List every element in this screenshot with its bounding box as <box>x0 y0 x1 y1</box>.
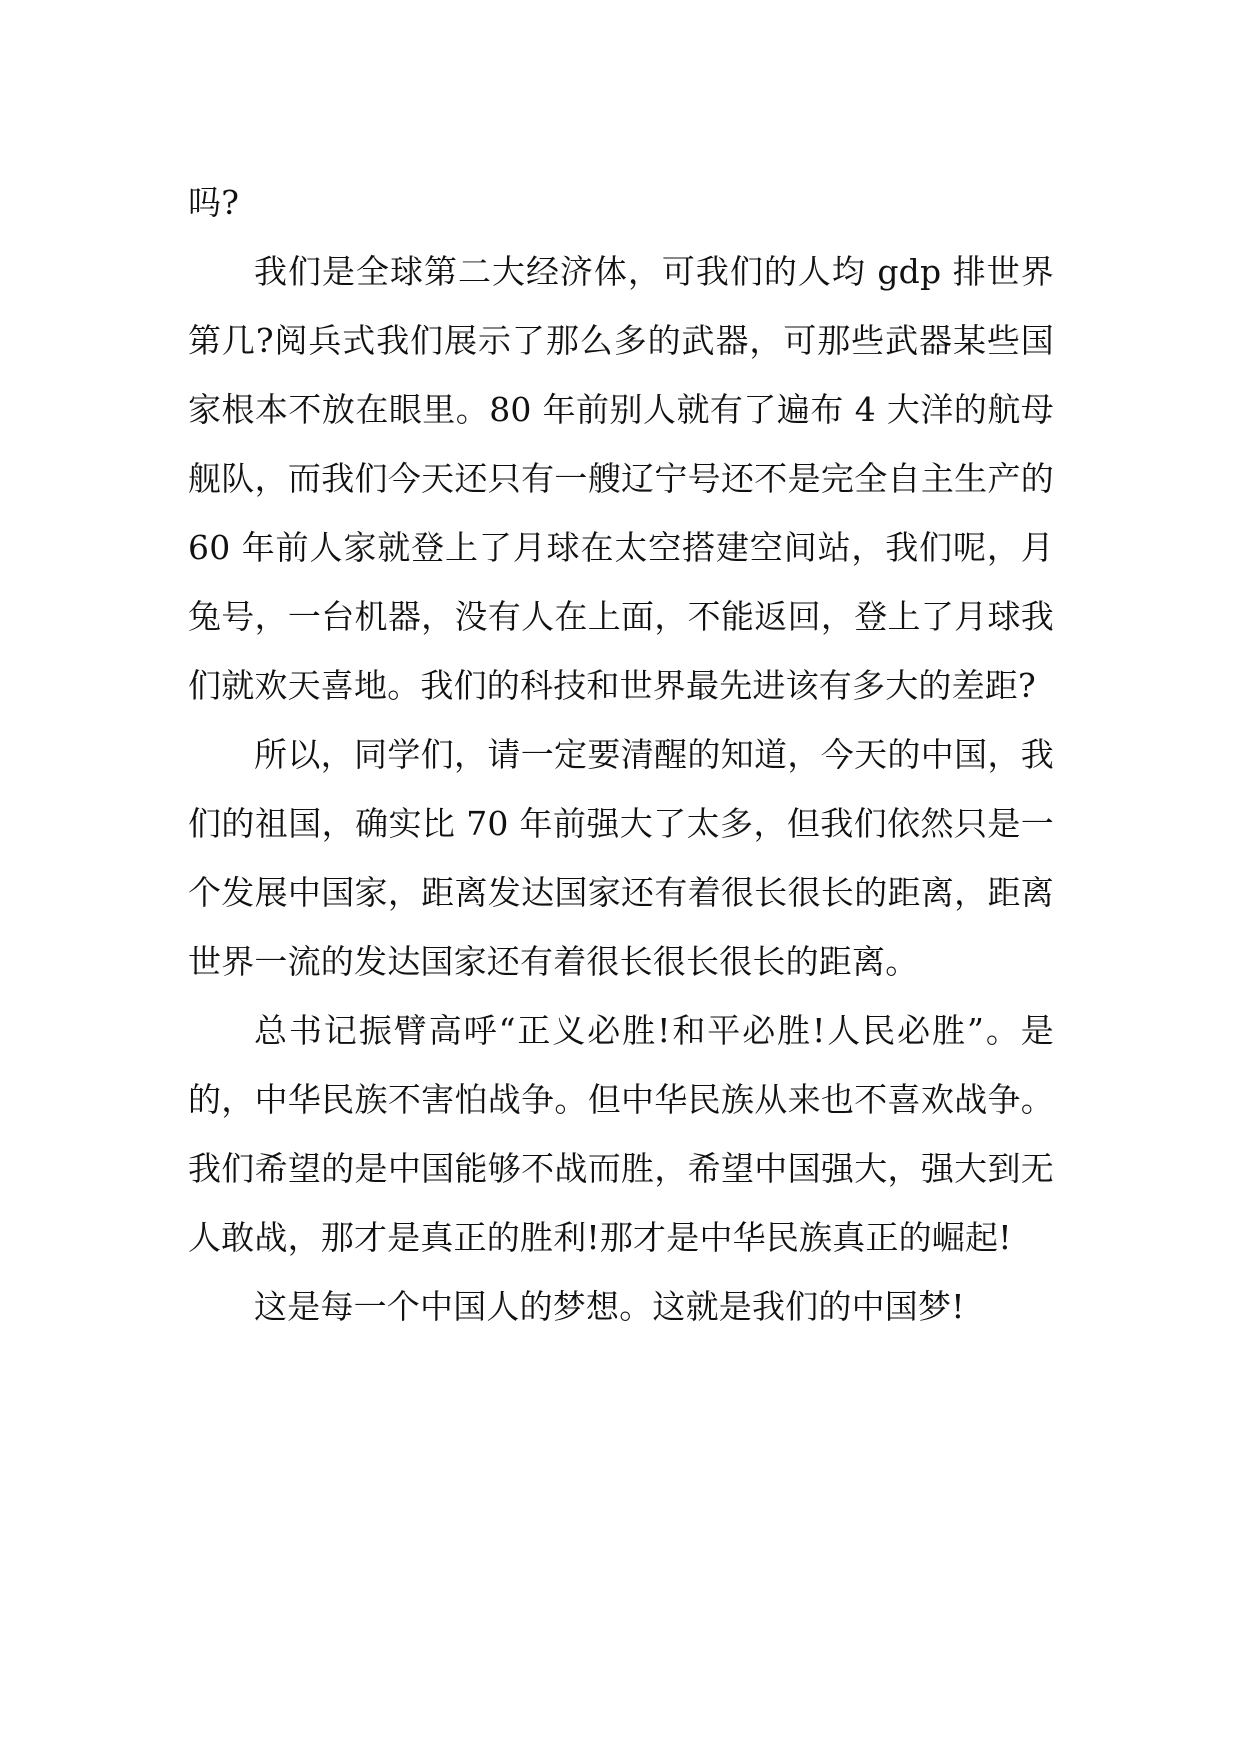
paragraph-2: 我们是全球第二大经济体，可我们的人均 gdp 排世界第几?阅兵式我们展示了那么多的武器，可那些武器某些国家根本不放在眼里。80 年前别人就有了遍布 4 大洋的航母舰队，而我们今天还只有一艘辽宁号还不是完全自主生产的 60 年前人家就登上了月球在太空搭建空间站，我们呢，月兔号，一台机器，没有人在上面，不能返回，登上了月球我们就欢天喜地。我们的科技和世界最先进该有多大的差距? <box>188 252 1054 705</box>
paragraph-4: 总书记振臂高呼“正义必胜!和平必胜!人民必胜”。是的，中华民族不害怕战争。但中华民族从来也不喜欢战争。我们希望的是中国能够不战而胜，希望中国强大，强大到无人敢战，那才是真正的胜利!那才是中华民族真正的崛起! <box>188 1011 1054 1257</box>
paragraph-5: 这是每一个中国人的梦想。这就是我们的中国梦! <box>254 1287 965 1326</box>
paragraph-3: 所以，同学们，请一定要清醒的知道，今天的中国，我们的祖国，确实比 70 年前强大了太多，但我们依然只是一个发展中国家，距离发达国家还有着很长很长的距离，距离世界一流的发达国家还有着很长很长很长的距离。 <box>188 735 1054 981</box>
document-body <box>188 168 1054 1341</box>
paragraph-1: 吗? <box>188 183 240 222</box>
